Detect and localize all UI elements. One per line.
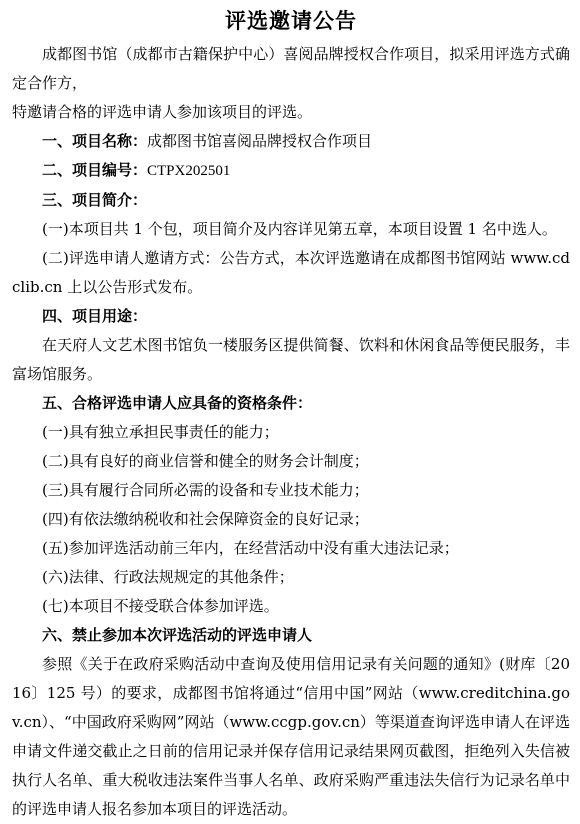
intro-paragraph: 成都图书馆（成都市古籍保护中心）喜阅品牌授权合作项目，拟采用评选方式确定合作方， (12, 45, 570, 92)
qualification-item: (七)本项目不接受联合体参加评选。 (42, 597, 279, 615)
project-intro-item: (二)评选申请人邀请方式：公告方式，本次评选邀请在成都图书馆网站 www.cdclib.cn 上以公告形式发布。 (12, 249, 570, 296)
project-number-value: CTPX202501 (147, 163, 231, 179)
section-heading: 一、项目名称： (42, 132, 148, 150)
section-heading-qualifications: 五、合格评选申请人应具备的资格条件： (42, 394, 313, 412)
section-heading-project-intro: 三、项目简介： (42, 191, 148, 209)
qualification-item: (六)法律、行政法规规定的其他条件； (42, 568, 294, 586)
page-title: 评选邀请公告 (225, 8, 357, 33)
prohibited-applicants-paragraph: 参照《关于在政府采购活动中查询及使用信用记录有关问题的通知》(财库〔2016〕125 号）的要求，成都图书馆将通过“信用中国”网站（www.creditchina.gov.cn）、“中国政府采购网”网站（www.ccgp.gov.cn）等渠道查询评选申请人在评选申请文件递交截止之日前的信用记录并保存信用记录结果网页截图，拒绝列入失信被执行人名单、重大税收违法案件当事人名单、政府采购严重违法失信行为记录名单中的评选申请人报名参加本项目的评选活动。 (12, 655, 570, 818)
qualification-item: (三)具有履行合同所必需的设备和专业技术能力； (42, 481, 369, 499)
qualification-item: (一)具有独立承担民事责任的能力； (42, 423, 279, 441)
section-project-number (12, 156, 570, 186)
section-heading: 二、项目编号： (42, 161, 148, 179)
project-use-paragraph: 在天府人文艺术图书馆负一楼服务区提供简餐、饮料和休闲食品等便民服务，丰富场馆服务。 (12, 336, 570, 383)
qualification-item: (二)具有良好的商业信誉和健全的财务会计制度； (42, 452, 369, 470)
qualification-item: (四)有依法缴纳税收和社会保障资金的良好记录； (42, 510, 369, 528)
qualification-item: (五)参加评选活动前三年内，在经营活动中没有重大违法记录； (42, 539, 459, 557)
section-heading-prohibited-applicants: 六、禁止参加本次评选活动的评选申请人 (42, 626, 313, 644)
section-project-name (12, 127, 570, 156)
intro-paragraph-continued: 特邀请合格的评选申请人参加该项目的评选。 (12, 103, 313, 121)
project-intro-item: (一)本项目共 1 个包，项目简介及内容详见第五章，本项目设置 1 名中选人。 (42, 220, 557, 238)
section-heading-project-use: 四、项目用途： (42, 307, 148, 325)
project-name-value: 成都图书馆喜阅品牌授权合作项目 (147, 132, 373, 150)
